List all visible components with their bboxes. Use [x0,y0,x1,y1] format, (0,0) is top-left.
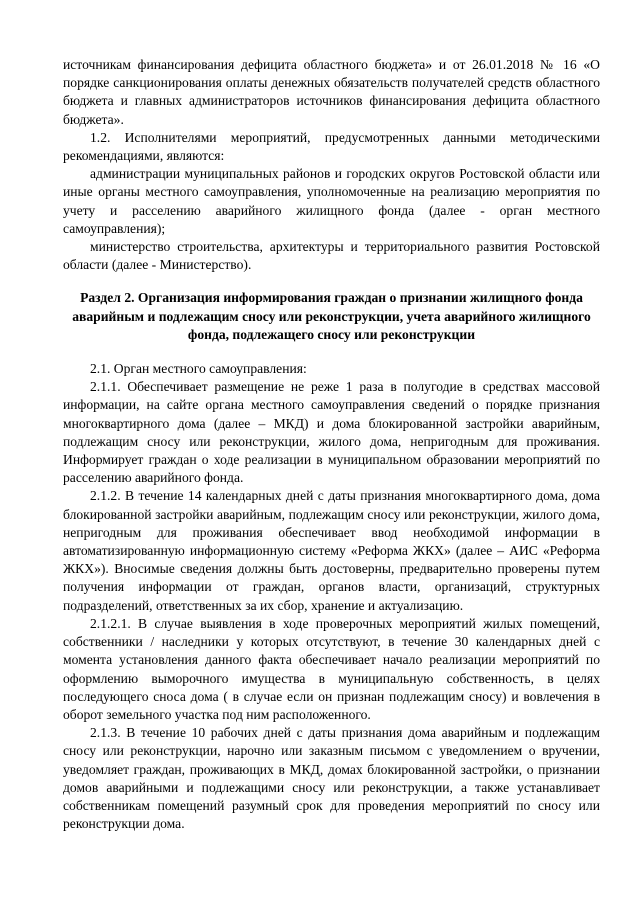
paragraph-municipal-administrations: администрации муниципальных районов и городских округов Ростовской области или иные органы местного самоуправления, уполномоченные на реализацию мероприятия по учету и расселению аварийного жилищного фонда (далее - орган местного самоуправления); [63,166,600,236]
paragraph-ministry: министерство строительства, архитектуры и территориального развития Ростовской области (далее - Министерство). [63,239,600,273]
paragraph-2-1-3: 2.1.3. В течение 10 рабочих дней с даты признания дома аварийным и подлежащим сносу или реконструкции, нарочно или заказным письмом с уведомлением о вручении, уведомляет граждан, проживающих в МКД, домах блокированной застройки, о признании домов аварийными и подлежащими сносу или реконструкции, а также устанавливает собственникам помещений разумный срок для проведения мероприятий по сносу или реконструкции дома. [63,725,600,832]
paragraph-1-2-executors: 1.2. Исполнителями мероприятий, предусмотренных данными методическими рекомендациями, являются: [63,129,600,164]
paragraph-2-1-2-1: 2.1.2.1. В случае выявления в ходе проверочных мероприятий жилых помещений, собственники / наследники у которых отсутствуют, в течение 30 календарных дней с момента установления данного факта обеспечивает начало реализации мероприятий по оформлению выморочного имущества в муниципальную собственность, в целях последующего сноса дома ( в случае если он признан подлежащим сносу) и вовлечения в оборот земельного участка под ним расположенного. [63,615,600,722]
paragraph-2-1: 2.1. Орган местного самоуправления: [90,361,307,377]
paragraph-2-1-2: 2.1.2. В течение 14 календарных дней с даты признания многоквартирного дома, дома блокированной застройки аварийным, подлежащим сносу или реконструкции, жилого дома, непригодным для проживания обеспечивает ввод необходимой информации в автоматизированную информационную систему «Реформа ЖКХ» (далее – АИС «Реформа ЖКХ»). Вносимые сведения должны быть достоверны, предварительно проверены путем получения информации от граждан, органов власти, организаций, структурных подразделений, ответственных за их сбор, хранение и актуализацию. [63,488,600,613]
section-2-heading: Раздел 2. Организация информирования граждан о признании жилищного фонда аварийным и подлежащим сносу или реконструкции, учета аварийного жилищного фонда, подлежащего сносу или реконструкции [72,290,591,342]
paragraph-funding-sources: источникам финансирования дефицита областного бюджета» и от 26.01.2018 № 16 «О порядке санкционирования оплаты денежных обязательств получателей средств областного бюджета и главных администраторов источников финансирования дефицита областного бюджета». [63,57,600,127]
paragraph-2-1-1: 2.1.1. Обеспечивает размещение не реже 1 раза в полугодие в средствах массовой информации, на сайте органа местного самоуправления сведений о порядке признания многоквартирного дома (далее – МКД) и дома блокированной застройки аварийным, подлежащим сносу или реконструкции, жилого дома, непригодным для проживания. Информирует граждан о ходе реализации в муниципальном образовании мероприятий по расселению аварийного фонда. [63,379,600,486]
